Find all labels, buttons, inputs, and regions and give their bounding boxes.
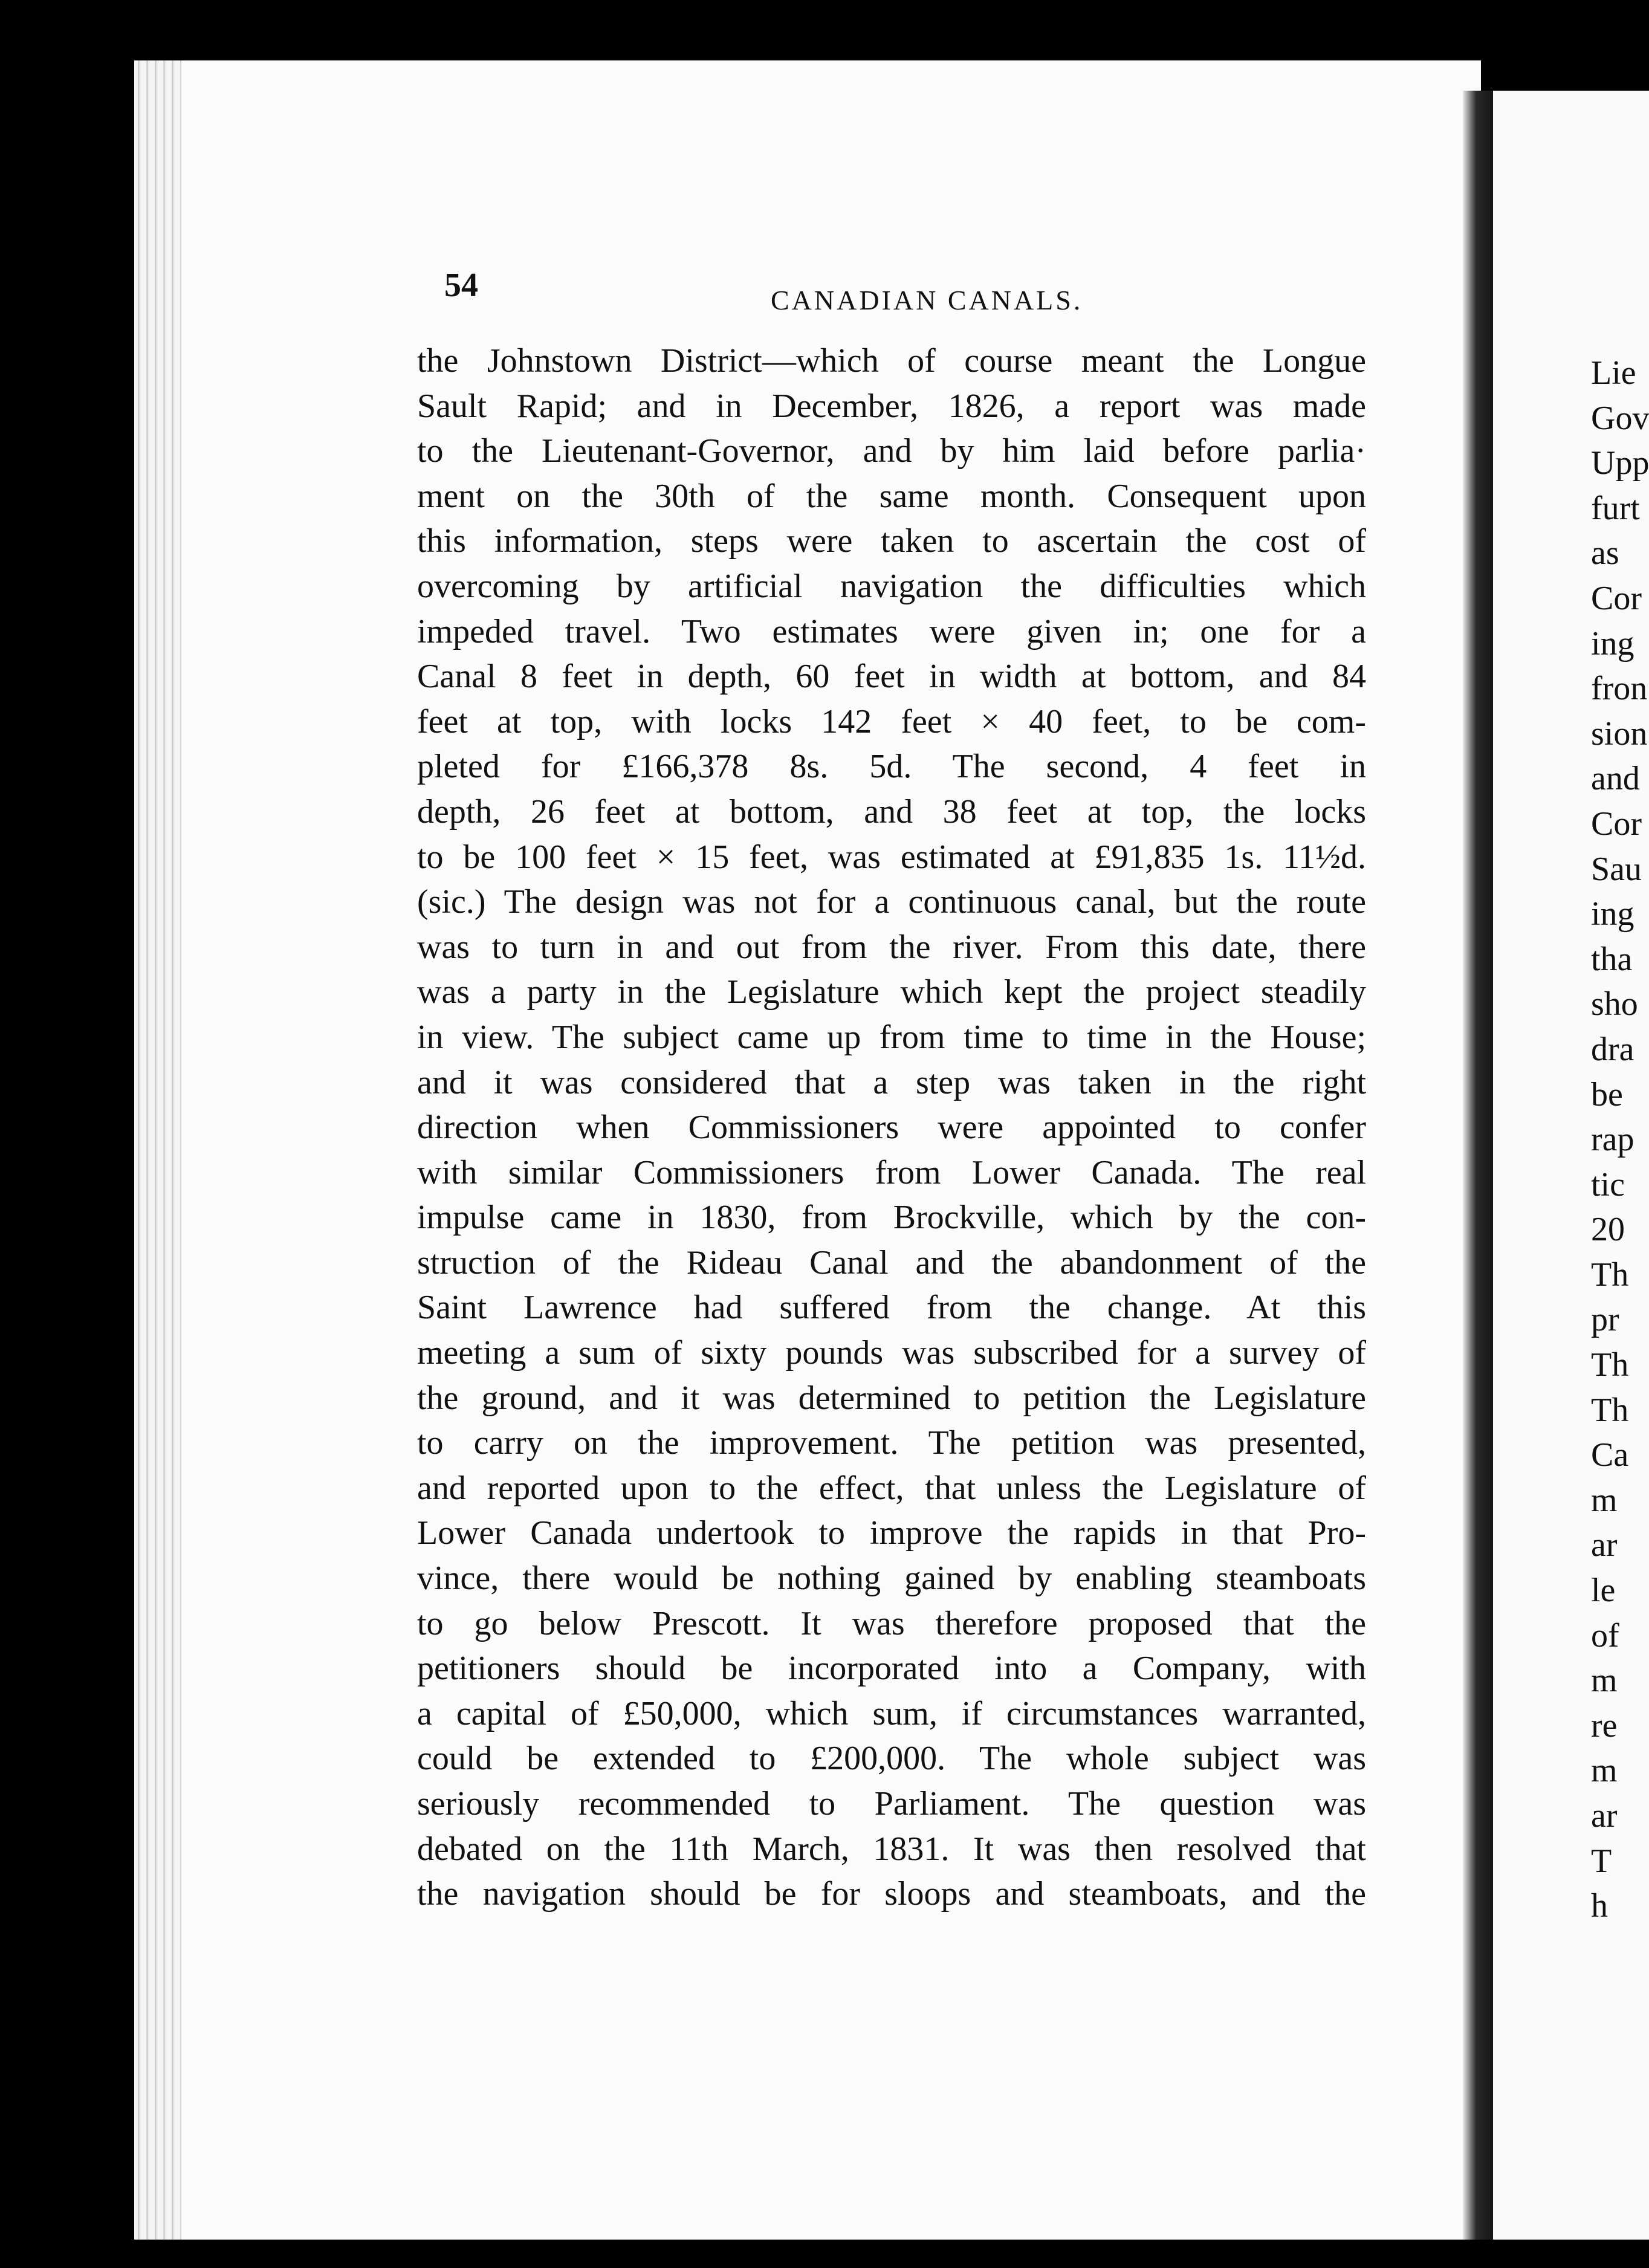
text-line: the Johnstown District—which of course meant the Longue [417,342,1366,380]
facing-page-line-fragment: pr [1591,1301,1619,1339]
facing-page-line-fragment: ing [1591,624,1634,663]
text-line: feet at top, with locks 142 feet × 40 feet, to be com- [417,702,1366,740]
facing-page-line-fragment: ar [1591,1797,1618,1835]
facing-page-line-fragment: ing [1591,895,1634,933]
text-line: to be 100 feet × 15 feet, was estimated at £91,835 1s. 11½d. [417,838,1366,876]
book-gutter [1463,91,1496,2240]
text-line: pleted for £166,378 8s. 5d. The second, 4 feet in [417,748,1366,786]
text-line: (sic.) The design was not for a continuous canal, but the route [417,883,1366,921]
facing-page-line-fragment: le [1591,1572,1616,1610]
text-line: Lower Canada undertook to improve the rapids in that Pro- [417,1514,1366,1552]
text-line: ment on the 30th of the same month. Consequent upon [417,477,1366,515]
text-line: was to turn in and out from the river. From this date, there [417,928,1366,966]
facing-page-line-fragment: Gov [1591,399,1649,437]
facing-page-line-fragment: h [1591,1887,1608,1925]
body-text [417,339,1366,1917]
text-line: the ground, and it was determined to petition the Legislature [417,1379,1366,1417]
text-line: depth, 26 feet at bottom, and 38 feet at top, the locks [417,792,1366,831]
text-line: direction when Commissioners were appointed to confer [417,1109,1366,1147]
facing-page-line-fragment: be [1591,1075,1623,1113]
text-line: debated on the 11th March, 1831. It was then resolved that [417,1830,1366,1868]
text-line: to carry on the improvement. The petition was presented, [417,1424,1366,1462]
facing-page-line-fragment: m [1591,1481,1618,1519]
page-header [444,266,1351,320]
text-line: and reported upon to the effect, that unless the Legislature of [417,1469,1366,1507]
facing-page-line-fragment: tic [1591,1165,1625,1204]
facing-page-line-fragment: 20 [1591,1211,1625,1249]
facing-page-line-fragment: ar [1591,1526,1618,1564]
facing-page-line-fragment: Cor [1591,805,1642,843]
facing-page-line-fragment: Upp [1591,444,1649,482]
facing-page-line-fragment: T [1591,1842,1612,1880]
text-line: impulse came in 1830, from Brockville, which by the con- [417,1199,1366,1237]
facing-page-line-fragment: furt [1591,489,1640,527]
text-line: struction of the Rideau Canal and the abandonment of the [417,1243,1366,1281]
facing-page-line-fragment: sion [1591,714,1648,753]
facing-page-line-fragment: Th [1591,1256,1629,1294]
facing-page-line-fragment: m [1591,1662,1618,1700]
facing-page-line-fragment: Th [1591,1346,1629,1384]
facing-page-line-fragment: dra [1591,1030,1634,1068]
facing-page-line-fragment: Lie [1591,354,1636,392]
text-line: with similar Commissioners from Lower Canada. The real [417,1153,1366,1191]
running-head: CANADIAN CANALS. [771,285,1083,316]
text-line: petitioners should be incorporated into a Company, with [417,1650,1366,1688]
facing-page-line-fragment: Sau [1591,850,1642,888]
text-line: seriously recommended to Parliament. The question was [417,1785,1366,1822]
facing-page-line-fragment: of [1591,1616,1619,1654]
text-line: vince, there would be nothing gained by enabling steamboats [417,1560,1366,1598]
text-line: to go below Prescott. It was therefore proposed that the [417,1604,1366,1642]
facing-page-line-fragment: re [1591,1706,1618,1745]
facing-page-line-fragment: Cor [1591,579,1642,617]
text-line: to the Lieutenant-Governor, and by him laid before parlia· [417,432,1366,470]
text-line: meeting a sum of sixty pounds was subscribed for a survey of [417,1334,1366,1372]
text-line: Sault Rapid; and in December, 1826, a report was made [417,387,1366,425]
facing-page-line-fragment: m [1591,1752,1618,1790]
facing-page-line-fragment: tha [1591,940,1633,978]
facing-page-line-fragment: Th [1591,1391,1629,1429]
facing-page-line-fragment: fron [1591,670,1648,708]
facing-page-line-fragment: rap [1591,1121,1634,1159]
text-line: and it was considered that a step was taken in the right [417,1063,1366,1101]
text-line: was a party in the Legislature which kept the project steadily [417,973,1366,1011]
book-page-edges [134,60,189,2240]
text-line: in view. The subject came up from time to time in the House; [417,1018,1366,1056]
facing-page-line-fragment: and [1591,760,1640,798]
text-line: the navigation should be for sloops and steamboats, and the [417,1875,1366,1913]
text-line: overcoming by artificial navigation the difficulties which [417,567,1366,605]
text-line: Saint Lawrence had suffered from the change. At this [417,1289,1366,1327]
text-line: impeded travel. Two estimates were given in; one for a [417,612,1366,650]
facing-page-line-fragment: Ca [1591,1436,1629,1474]
page-number: 54 [444,267,478,304]
facing-page-text [1591,351,1649,1929]
facing-page-line-fragment: sho [1591,985,1638,1023]
text-line: this information, steps were taken to ascertain the cost of [417,522,1366,560]
facing-page-line-fragment: as [1591,534,1619,572]
text-line: could be extended to £200,000. The whole subject was [417,1740,1366,1778]
text-line: a capital of £50,000, which sum, if circumstances warranted, [417,1694,1366,1732]
text-line: Canal 8 feet in depth, 60 feet in width at bottom, and 84 [417,658,1366,696]
